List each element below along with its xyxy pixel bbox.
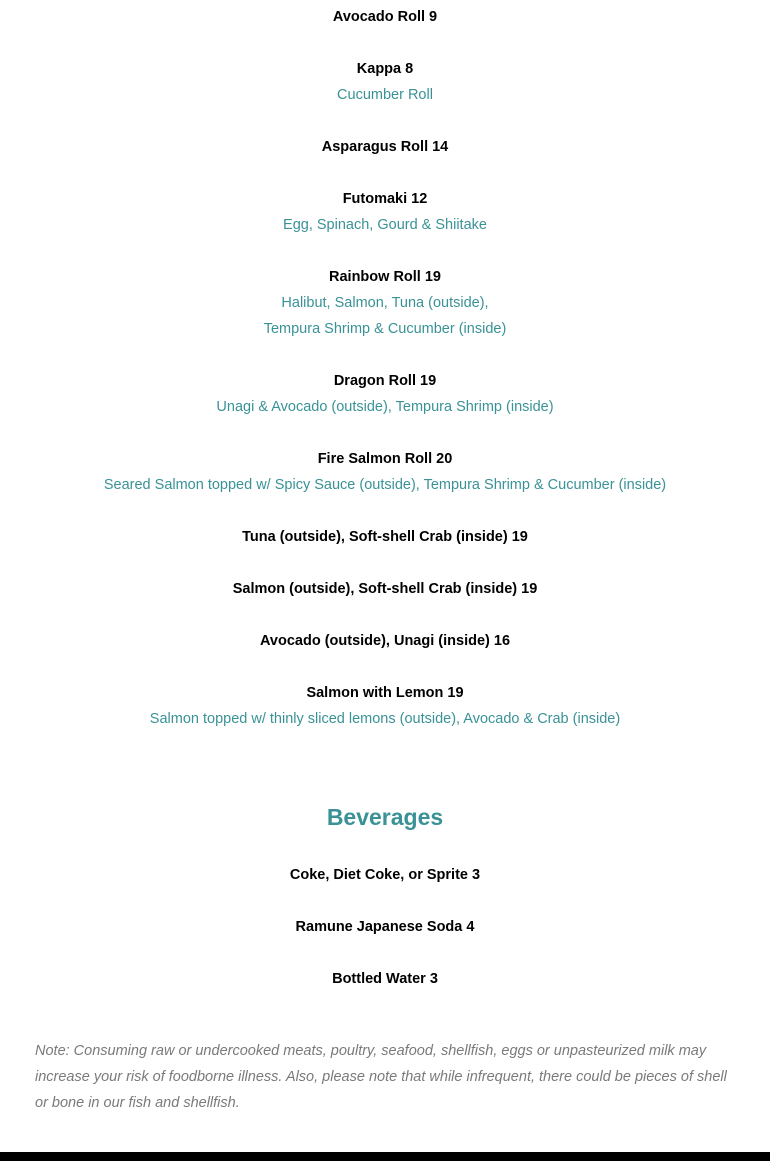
menu-item	[0, 966, 770, 992]
menu-item	[0, 862, 770, 888]
menu-item-description: Seared Salmon topped w/ Spicy Sauce (outside), Tempura Shrimp & Cucumber (inside)	[103, 477, 667, 493]
menu-item-description: Halibut, Salmon, Tuna (outside),	[281, 295, 489, 311]
menu-item-name: Tuna (outside), Soft-shell Crab (inside) 19	[242, 529, 528, 545]
menu-item-name: Salmon with Lemon 19	[306, 685, 464, 701]
menu-item	[0, 576, 770, 602]
menu-item	[0, 914, 770, 940]
food-safety-note: Note: Consuming raw or undercooked meats, poultry, seafood, shellfish, eggs or unpasteurized milk may increase your risk of foodborne illness. Also, please note that while infrequent, there could be pieces of shell or bone in our fish and shellfish.	[35, 1043, 727, 1111]
menu-item	[0, 4, 770, 30]
menu-item	[0, 628, 770, 654]
menu-item-description: Cucumber Roll	[337, 87, 433, 103]
menu-item	[0, 368, 770, 420]
menu-item-name: Dragon Roll 19	[333, 373, 437, 389]
menu-item	[0, 186, 770, 238]
menu-item-name: Ramune Japanese Soda 4	[295, 919, 475, 935]
menu-item-description: Egg, Spinach, Gourd & Shiitake	[283, 217, 487, 233]
menu-item-name: Salmon (outside), Soft-shell Crab (inside) 19	[232, 581, 538, 597]
menu-item	[0, 680, 770, 732]
menu-item-name: Coke, Diet Coke, or Sprite 3	[289, 867, 481, 883]
menu-item	[0, 134, 770, 160]
menu-item	[0, 56, 770, 108]
menu-item-name: Rainbow Roll 19	[329, 269, 441, 285]
menu-item	[0, 446, 770, 498]
menu-item-name: Fire Salmon Roll 20	[317, 451, 453, 467]
menu-item-name: Kappa 8	[356, 61, 414, 77]
menu-item-description: Unagi & Avocado (outside), Tempura Shrimp (inside)	[216, 399, 554, 415]
menu-item-description: Salmon topped w/ thinly sliced lemons (outside), Avocado & Crab (inside)	[149, 711, 621, 727]
menu-item-name: Asparagus Roll 14	[321, 139, 449, 155]
menu-item-name: Futomaki 12	[342, 191, 428, 207]
beverages-menu	[0, 862, 770, 1018]
footer-bar	[0, 1152, 770, 1161]
rolls-menu	[0, 4, 770, 758]
menu-item	[0, 524, 770, 550]
menu-item-name: Avocado Roll 9	[332, 9, 438, 25]
menu-item-name: Avocado (outside), Unagi (inside) 16	[259, 633, 511, 649]
beverages-heading: Beverages	[326, 804, 444, 830]
menu-item-name: Bottled Water 3	[332, 971, 438, 987]
menu-item	[0, 264, 770, 342]
menu-item-description: Tempura Shrimp & Cucumber (inside)	[263, 321, 507, 337]
